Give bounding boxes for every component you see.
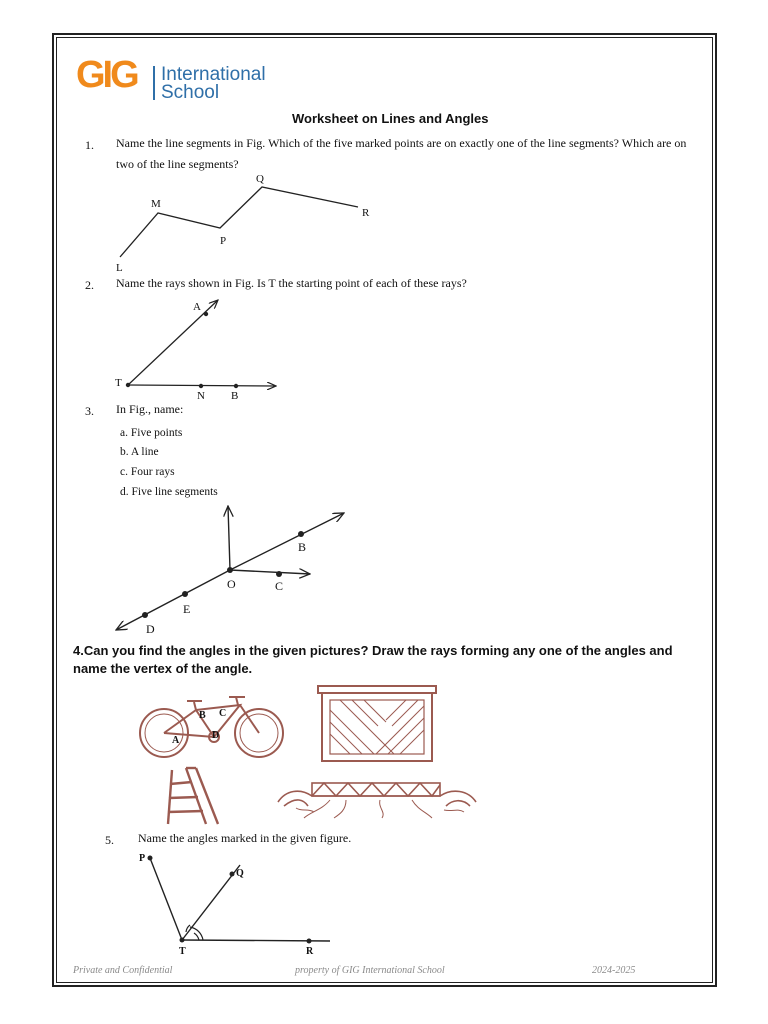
q5-label-p: P [139,853,146,864]
footer-confidential: Private and Confidential [73,965,173,976]
bike-label-c: C [219,708,227,719]
q3-label-d: D [146,622,155,636]
bike-label-a: A [172,735,180,746]
q3-item-c: c. Four rays [120,466,175,478]
question-2-text: Name the rays shown in Fig. Is T the starting point of each of these rays? [116,276,467,290]
q2-label-n: N [197,390,205,402]
q1-label-m: M [151,198,161,210]
q3-item-d: d. Five line segments [120,486,218,498]
q3-item-b: b. A line [120,446,159,458]
q1-label-q: Q [256,173,264,185]
logo-text-line1: International [161,64,266,85]
question-1-number: 1. [85,138,94,152]
q5-label-r: R [306,946,314,957]
q2-label-b: B [231,390,239,402]
q3-label-e: E [183,602,191,616]
q3-item-a: a. Five points [120,427,183,439]
q5-label-q: Q [236,868,244,879]
question-4-text: 4.Can you find the angles in the given pictures? Draw the rays forming any one of the angles and name the vertex of the angle. [73,643,673,676]
q1-label-p: P [220,235,227,247]
logo-text-line2: School [161,82,220,103]
q3-label-b: B [298,540,307,554]
q1-label-r: R [362,207,370,219]
question-5-text: Name the angles marked in the given figure. [138,831,352,845]
q3-label-c: C [275,579,284,593]
q3-label-o: O [227,577,236,591]
q5-label-t: T [179,946,186,957]
question-1-text: Name the line segments in Fig. Which of the five marked points are on exactly one of the line segments? Which are on two of the line segments? [116,136,687,171]
question-2-number: 2. [85,278,94,292]
question-3-text: In Fig., name: [116,402,184,416]
bike-label-d: D [212,730,220,741]
q1-label-l: L [116,262,123,274]
question-3-number: 3. [85,404,94,418]
q2-label-t: T [115,377,122,389]
school-logo-mark: GIG [76,54,137,96]
bike-label-b: B [199,710,206,721]
q2-label-a: A [193,301,201,313]
worksheet-title: Worksheet on Lines and Angles [292,111,489,126]
footer-year: 2024-2025 [592,965,636,976]
footer-property: property of GIG International School [295,965,445,976]
question-5-number: 5. [105,833,114,847]
